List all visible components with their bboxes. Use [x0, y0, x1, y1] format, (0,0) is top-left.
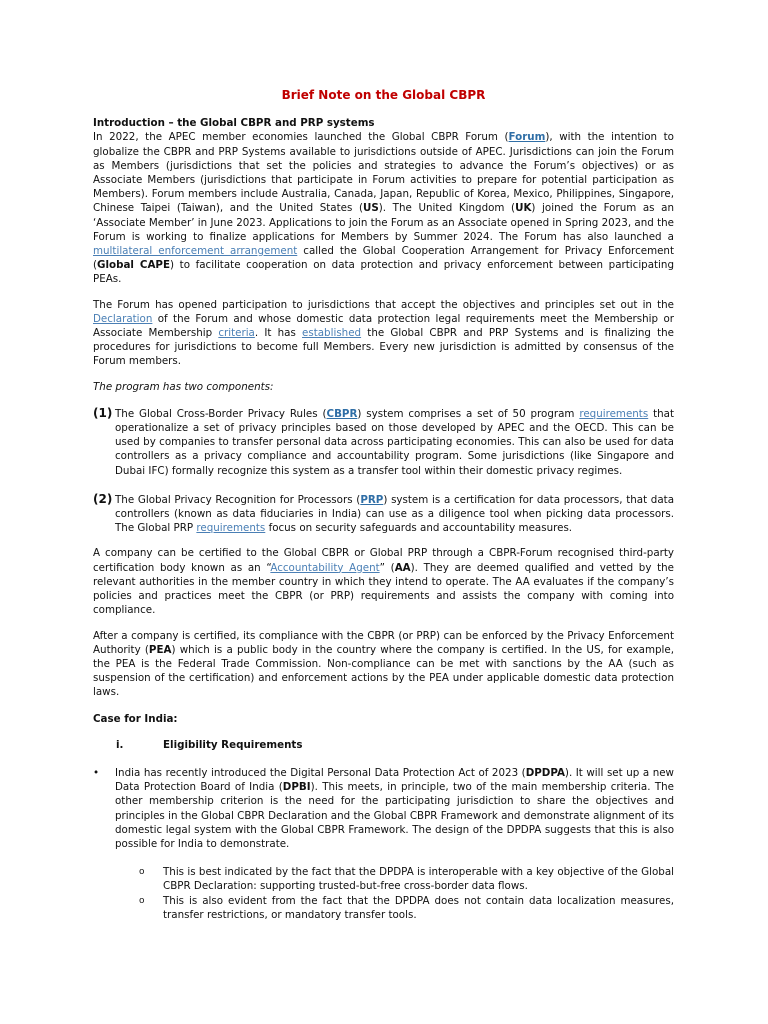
section-number: i. — [116, 738, 124, 751]
criteria-link[interactable]: criteria — [218, 327, 255, 340]
list-item: • India has recently introduced the Digital Personal Data Protection Act of 2023 (DPDPA). It will set up a new Data Protection Board of India (DPBI). This meets, in principle, two of the main membership criteria. The other membership criterion is the need for the participating jurisdiction to share the objectives and principles in the Global CBPR Declaration and the Global CBPR Framework and demonstrate alignment of its domestic legal system with the Global CBPR Framework. The design of the DPDPA suggests that this is also possible for India to demonstrate. — [93, 766, 674, 850]
case-heading: Case for India: — [93, 712, 178, 725]
certification-paragraph: A company can be certified to the Global CBPR or Global PRP through a CBPR-Forum recognised third-party certification body known as an “Accountability Agent” (AA). They are deemed qualified and vetted by the relevant authorities in the member country in which they intend to operate. The AA evaluates if the company’s policies and practices meet the CBPR (or PRP) requirements and assists the company with coming into compliance. — [93, 547, 674, 617]
component-cbpr: (1) The Global Cross-Border Privacy Rules (CBPR) system comprises a set of 50 program requirements that operationalize a set of privacy principles based on those developed by APEC and the OECD. This can be used by companies to transfer personal data across participating economies. This can also be used for data controllers as a privacy compliance and accountability program. Some jurisdictions (like Singapore and Dubai IFC) formally recognize this system as a transfer tool within their domestic privacy regimes. — [93, 405, 674, 477]
prp-requirements-link[interactable]: requirements — [196, 522, 266, 535]
accountability-agent-link[interactable]: Accountability Agent — [270, 561, 380, 574]
list-item: o This is best indicated by the fact that the DPDPA is interoperable with a key objective of the Global CBPR Declaration: supporting trusted-but-free cross-border data flows. — [139, 866, 674, 893]
document-title: Brief Note on the Global CBPR — [281, 88, 486, 102]
intro-paragraph: In 2022, the APEC member economies launched the Global CBPR Forum (Forum), with the intention to globalize the CBPR and PRP Systems available to jurisdictions outside of APEC. Jurisdictions can join the Forum as Members (jurisdictions that set the policies and strategies to advance the Forum’s objectives) or as Associate Members (jurisdictions that participate in Forum activities to prepare for potential participation as Members). Forum members include Australia, Canada, Japan, Republic of Korea, Mexico, Philippines, Singapore, Chinese Taipei (Taiwan), and the United States (US). The United Kingdom (UK) joined the Forum as an ‘Associate Member’ in June 2023. Applications to join the Forum as an Associate opened in Spring 2023, and the Forum is working to finalize applications for Members by Summer 2024. The Forum has also launched a multilateral enforcement arrangement called the Global Cooperation Arrangement for Privacy Enforcement (Global CAPE) to facilitate cooperation on data protection and privacy enforcement between participating PEAs. — [93, 131, 674, 286]
component-prp: (2) The Global Privacy Recognition for Processors (PRP) system is a certification for data processors, that data controllers (known as data fiduciaries in India) can use as a diligence tool when picking data processors. The Global PRP requirements focus on security safeguards and accountability measures. — [93, 491, 675, 535]
circle-bullet-icon: o — [139, 867, 145, 878]
forum-participation-paragraph: The Forum has opened participation to jurisdictions that accept the objectives and principles set out in the Declaration of the Forum and whose domestic data protection legal requirements meet the Membership or Associate Membership criteria. It has established the Global CBPR and PRP Systems and is finalizing the procedures for jurisdictions to become full Members. Every new jurisdiction is admitted by consensus of the Forum members. — [93, 298, 675, 368]
enforcement-arrangement-link[interactable]: multilateral enforcement arrangement — [93, 245, 298, 258]
circle-bullet-icon: o — [139, 895, 145, 906]
enforcement-paragraph: After a company is certified, its compliance with the CBPR (or PRP) can be enforced by the Privacy Enforcement Authority (PEA) which is a public body in the country where the company is certified. In the US, for example, the PEA is the Federal Trade Commission. Non-compliance can be met with sanctions by the AA (such as suspension of the certification) and enforcement actions by the PEA under applicable domestic data protection laws. — [93, 629, 674, 699]
section-eligibility-heading — [93, 738, 674, 752]
prp-link[interactable]: PRP — [360, 493, 384, 506]
list-item: o This is also evident from the fact that the DPDPA does not contain data localization measures, transfer restrictions, or mandatory transfer tools. — [139, 894, 674, 921]
component-number: (2) — [93, 491, 113, 506]
cbpr-requirements-link[interactable]: requirements — [579, 407, 649, 420]
intro-heading: Introduction – the Global CBPR and PRP systems — [93, 117, 375, 130]
section-title: Eligibility Requirements — [163, 738, 303, 751]
bullet-icon: • — [93, 766, 100, 779]
cbpr-link[interactable]: CBPR — [326, 407, 358, 420]
forum-link[interactable]: Forum — [508, 131, 546, 144]
declaration-link[interactable]: Declaration — [93, 312, 153, 325]
established-link[interactable]: established — [302, 327, 362, 340]
component-number: (1) — [93, 405, 113, 420]
document-page — [93, 88, 674, 922]
components-intro: The program has two components: — [93, 380, 274, 393]
